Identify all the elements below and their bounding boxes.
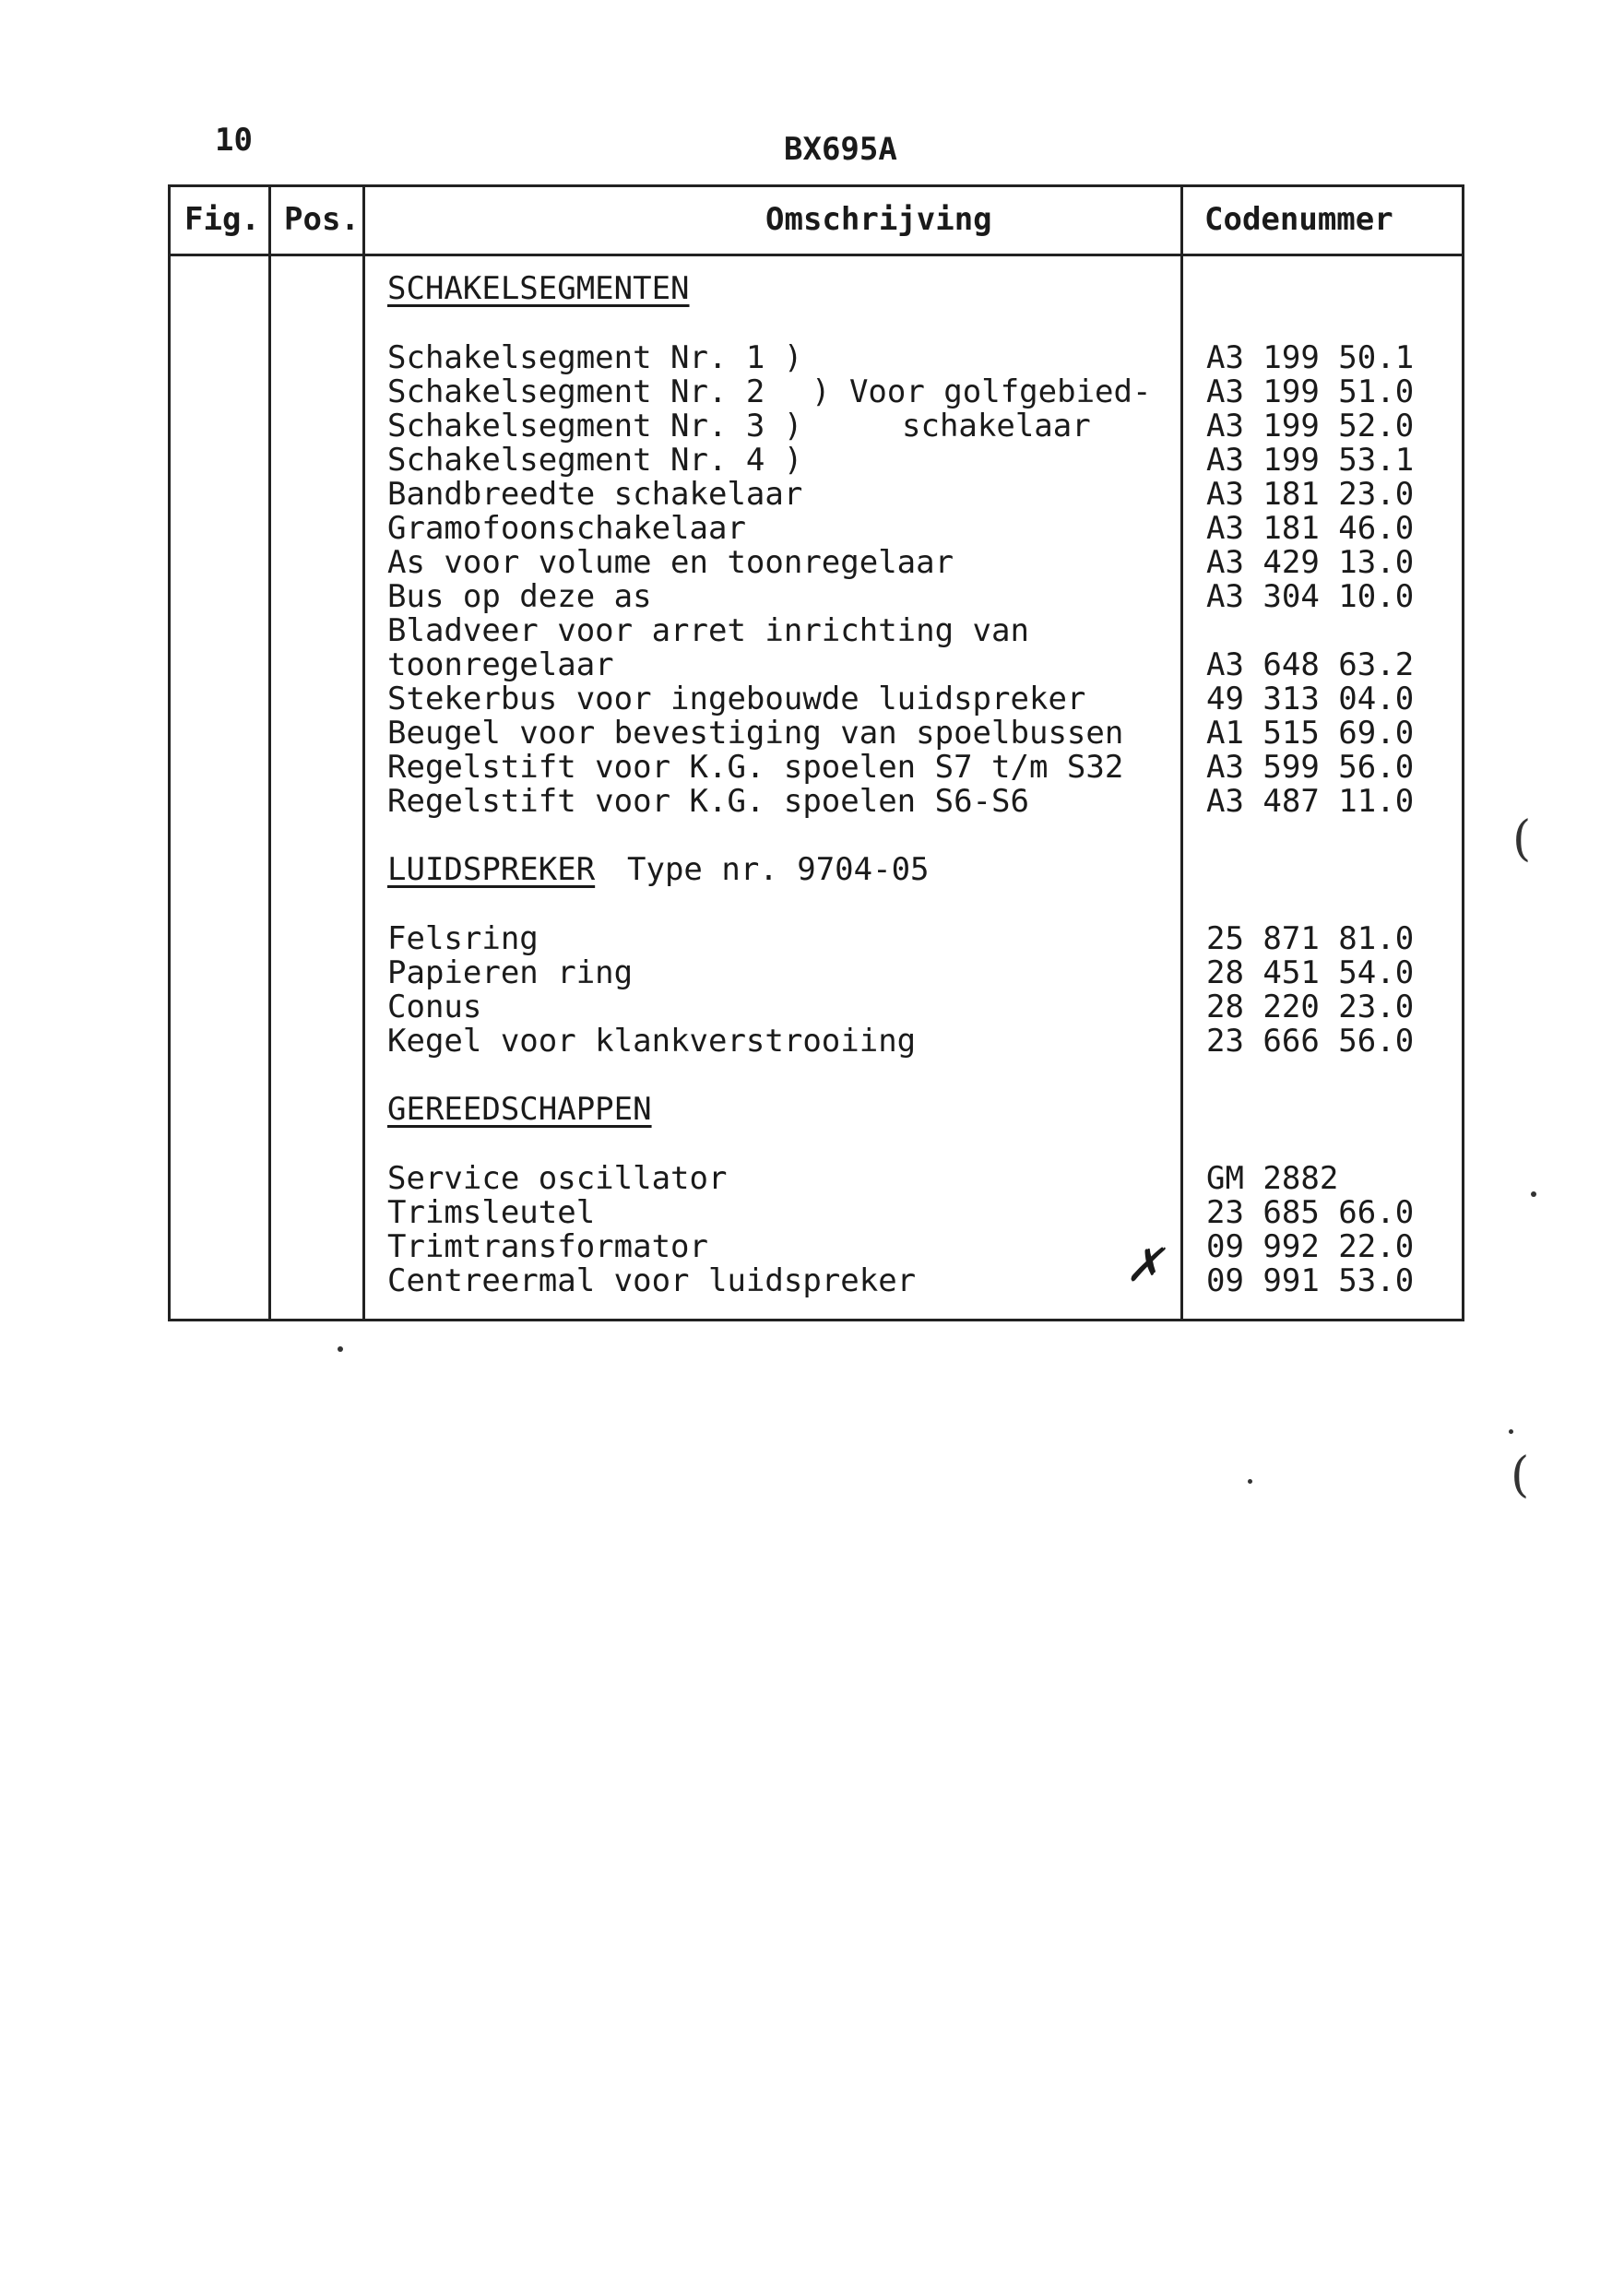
table-row-description: Felsring: [387, 920, 539, 957]
table-row-description: Schakelsegment Nr. 1 ): [387, 339, 803, 376]
scan-speck: [338, 1346, 343, 1352]
table-row-description: Papieren ring: [387, 954, 634, 991]
column-rule-fig: [268, 184, 271, 1321]
table-row-description: Regelstift voor K.G. spoelen S6-S6: [387, 783, 1029, 820]
table-row-description: Trimtransformator: [387, 1228, 708, 1265]
scan-speck: [1509, 1429, 1513, 1434]
table-row-description: Schakelsegment Nr. 3 ): [387, 408, 803, 444]
header-rule: [168, 254, 1464, 256]
table-row-code: A3 199 50.1: [1206, 339, 1415, 376]
table-row-description: Bladveer voor arret inrichting van: [387, 612, 1029, 649]
section-title: GEREEDSCHAPPEN: [387, 1091, 652, 1128]
table-row-code: 28 451 54.0: [1206, 954, 1415, 991]
table-row-description: Beugel voor bevestiging van spoelbussen: [387, 715, 1124, 752]
table-row-code: 09 991 53.0: [1206, 1262, 1415, 1299]
table-row-code: A1 515 69.0: [1206, 715, 1415, 752]
table-row-code: A3 648 63.2: [1206, 646, 1415, 683]
table-row-code: 23 685 66.0: [1206, 1194, 1415, 1231]
table-row-description: Regelstift voor K.G. spoelen S7 t/m S32: [387, 749, 1124, 786]
table-row-code: A3 199 52.0: [1206, 408, 1415, 444]
table-row-description: Gramofoonschakelaar: [387, 510, 746, 547]
scan-speck: [1248, 1479, 1252, 1484]
table-row-description: Centreermal voor luidspreker: [387, 1262, 917, 1299]
table-row-code: A3 304 10.0: [1206, 578, 1415, 615]
table-row-code: 28 220 23.0: [1206, 989, 1415, 1025]
column-header-description: Omschrijving: [765, 201, 992, 238]
table-row-code: A3 181 23.0: [1206, 476, 1415, 513]
table-row-description: Bus op deze as: [387, 578, 652, 615]
table-row-description: Stekerbus voor ingebouwde luidspreker: [387, 681, 1086, 717]
page-number: 10: [215, 122, 253, 159]
table-row-code: A3 199 53.1: [1206, 442, 1415, 479]
column-rule-description: [1180, 184, 1183, 1321]
binder-hole-icon: (: [1512, 811, 1532, 867]
table-row-description: Schakelsegment Nr. 4 ): [387, 442, 803, 479]
table-row-code: A3 487 11.0: [1206, 783, 1415, 820]
table-row-description: As voor volume en toonregelaar: [387, 544, 954, 581]
table-row-code: 09 992 22.0: [1206, 1228, 1415, 1265]
scan-speck: [1531, 1191, 1536, 1197]
handwritten-check-icon: ✗: [1125, 1238, 1164, 1292]
table-row-description: Bandbreedte schakelaar: [387, 476, 803, 513]
section-subtitle: Type nr. 9704-05: [627, 851, 930, 888]
table-row-code: 49 313 04.0: [1206, 681, 1415, 717]
column-header-pos: Pos.: [284, 201, 360, 238]
table-row-description: Trimsleutel: [387, 1194, 596, 1231]
column-rule-pos: [362, 184, 365, 1321]
column-header-fig: Fig.: [184, 201, 260, 238]
range-switch-note: ) Voor golfgebied-: [812, 373, 1152, 410]
table-row-code: A3 199 51.0: [1206, 373, 1415, 410]
document-code: BX695A: [784, 131, 897, 168]
table-row-description: Conus: [387, 989, 482, 1025]
table-row-code: GM 2882: [1206, 1160, 1339, 1197]
table-row-code: 23 666 56.0: [1206, 1023, 1415, 1060]
range-switch-note-line2: schakelaar: [902, 408, 1091, 444]
table-row-code: A3 181 46.0: [1206, 510, 1415, 547]
column-header-code: Codenummer: [1204, 201, 1393, 238]
section-title: LUIDSPREKER: [387, 851, 596, 888]
table-row-code: A3 429 13.0: [1206, 544, 1415, 581]
table-row-description: Kegel voor klankverstrooiing: [387, 1023, 917, 1060]
table-row-code: A3 599 56.0: [1206, 749, 1415, 786]
table-row-description: Schakelsegment Nr. 2: [387, 373, 765, 410]
table-row-description: Service oscillator: [387, 1160, 728, 1197]
binder-hole-icon: (: [1511, 1448, 1530, 1503]
table-row-code: 25 871 81.0: [1206, 920, 1415, 957]
section-title: SCHAKELSEGMENTEN: [387, 270, 690, 307]
table-row-description: toonregelaar: [387, 646, 614, 683]
